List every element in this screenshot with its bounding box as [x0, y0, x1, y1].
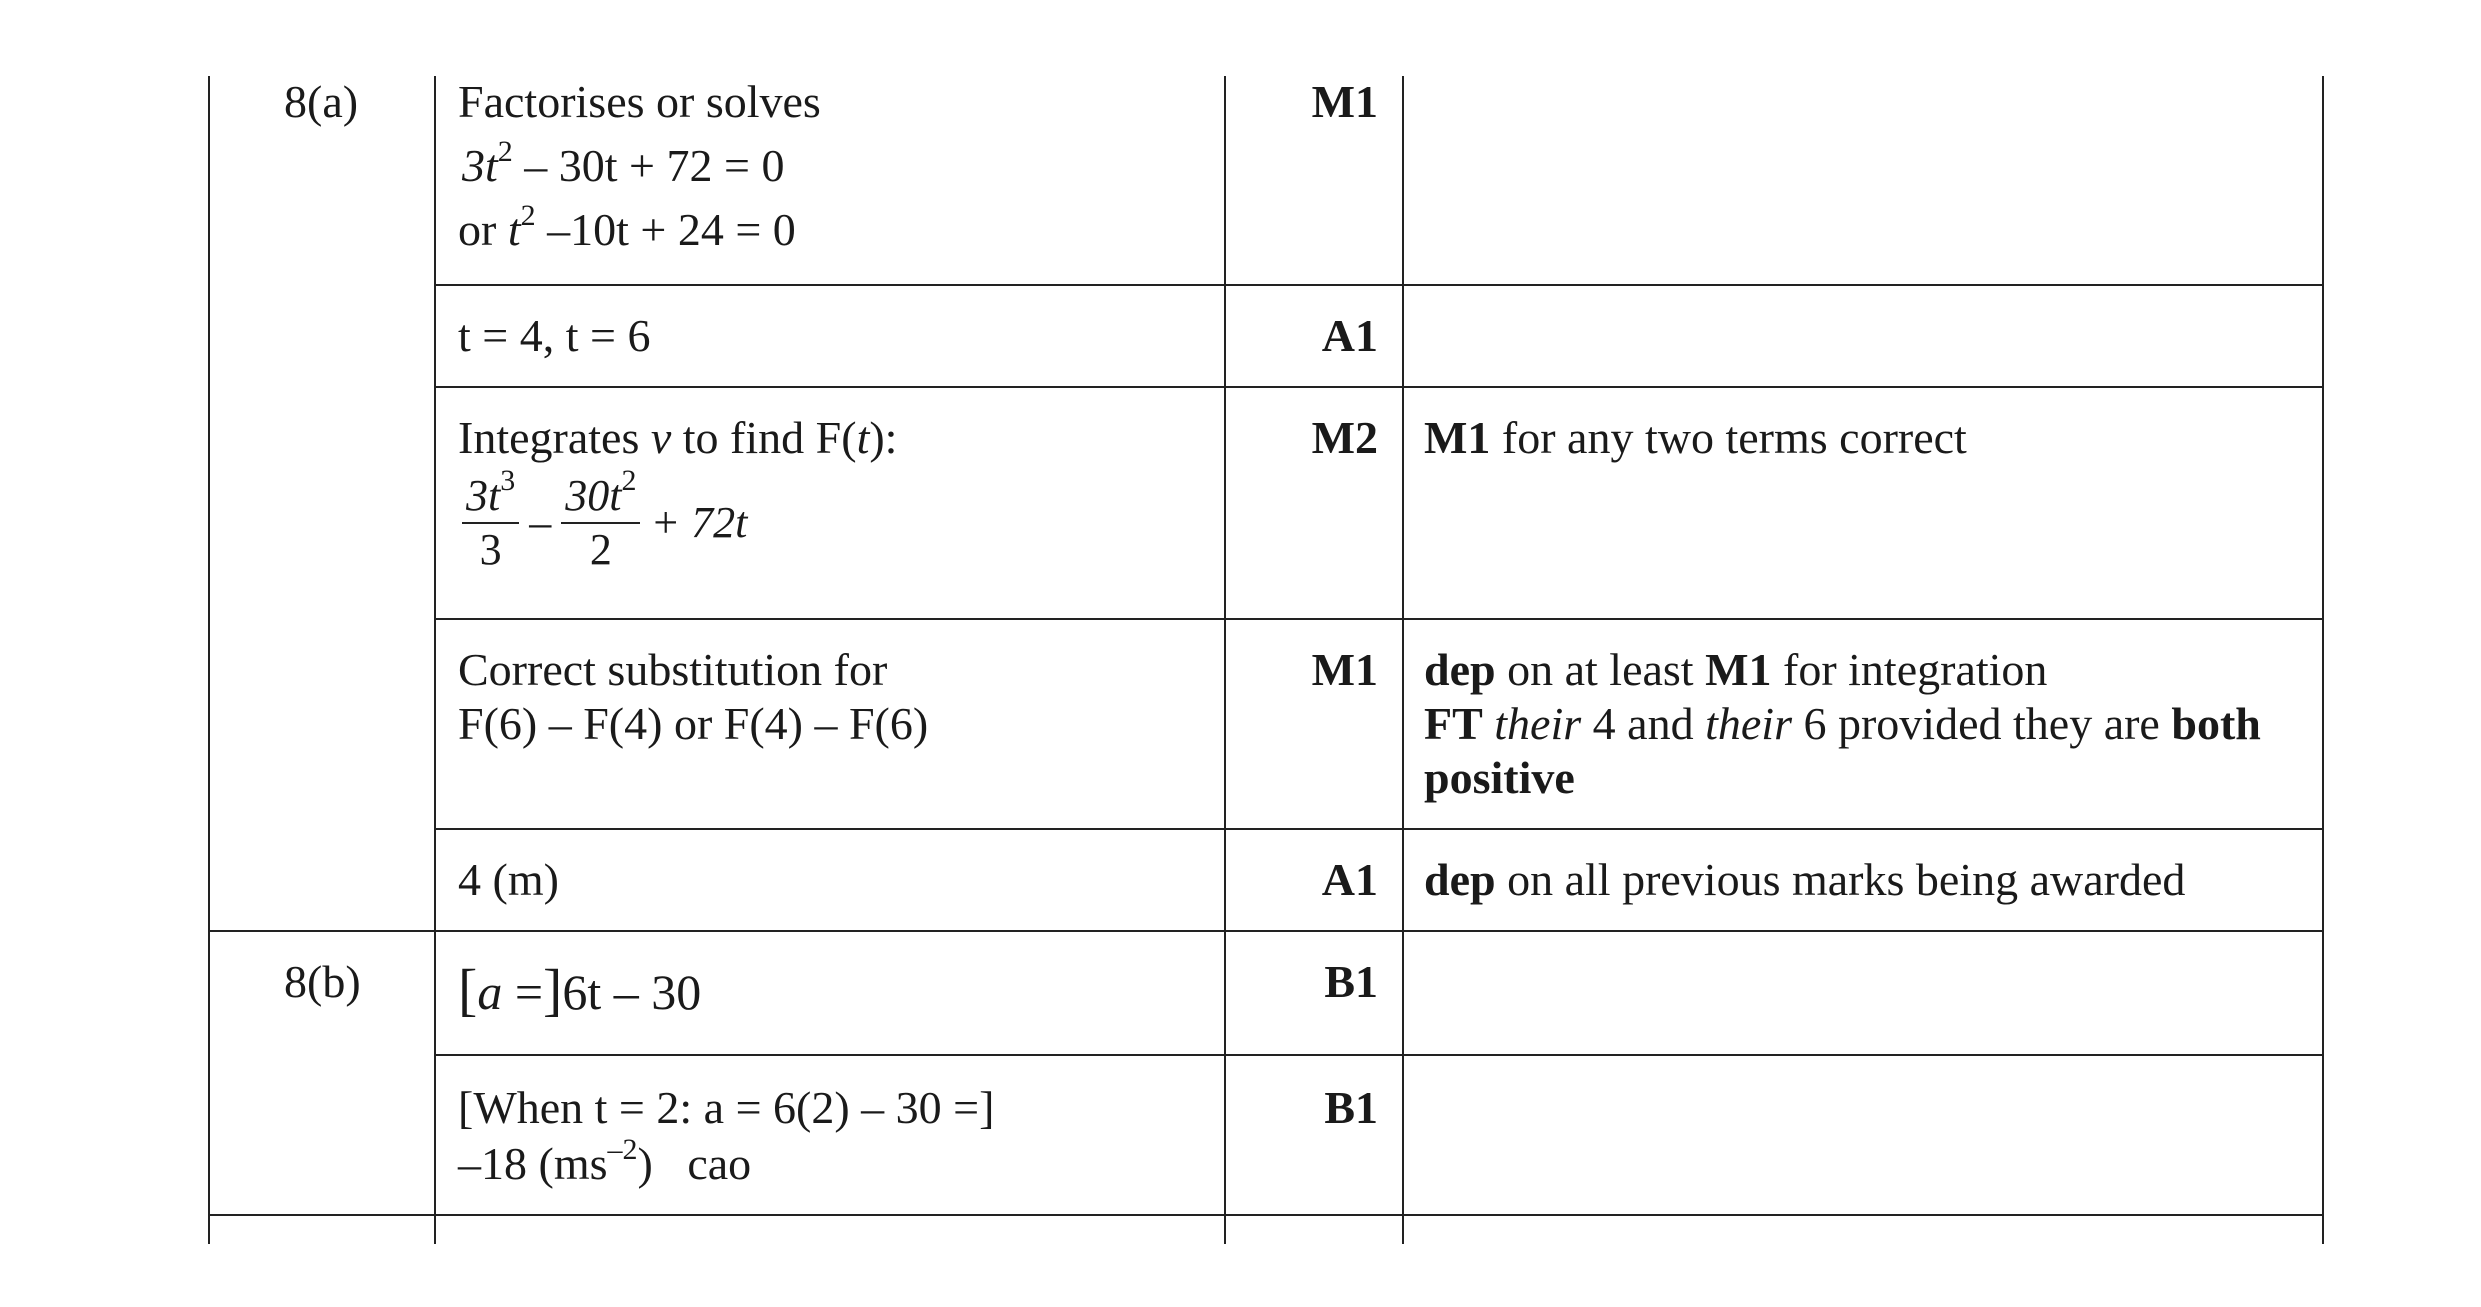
expression: 6t – 30: [562, 964, 702, 1020]
mark-code: M2: [1311, 412, 1378, 463]
guidance-bold: dep: [1424, 644, 1496, 695]
guidance-text: [1424, 696, 2261, 752]
row-divider: [434, 618, 2324, 620]
eq-term: t: [507, 204, 521, 255]
text-part: ) cao: [637, 1138, 752, 1189]
fraction-numerator: 3t: [466, 471, 501, 520]
fraction-denominator: 3: [479, 525, 502, 574]
row-divider: [434, 828, 2324, 830]
variable: a: [477, 964, 503, 1020]
answer-text: Correct substitution for: [458, 644, 888, 695]
mark-code: M1: [1311, 644, 1378, 695]
table-divider-marks: [1402, 76, 1404, 1244]
operator: –: [529, 498, 552, 547]
text-part: to find F(: [671, 412, 857, 463]
answer-text: Factorises or solves: [458, 76, 821, 127]
guidance-part: for integration: [1771, 644, 2048, 695]
eq-prefix: or: [458, 204, 508, 255]
exponent: –2: [607, 1132, 638, 1166]
guidance-rest: on all previous marks being awarded: [1495, 854, 2186, 905]
table-divider-question: [434, 76, 436, 1244]
equals: =: [502, 964, 544, 1020]
guidance-bold: M1: [1705, 644, 1772, 695]
eq-rest: –10t + 24 = 0: [535, 204, 796, 255]
guidance-part: on at least: [1495, 644, 1706, 695]
mark-code: A1: [1321, 854, 1378, 905]
eq-term: 3t: [462, 140, 498, 191]
guidance-bold: M1: [1424, 412, 1491, 463]
table-divider-answer: [1224, 76, 1226, 1244]
guidance-text: [1424, 750, 1575, 806]
question-divider: [208, 930, 2324, 932]
exponent: 2: [520, 198, 536, 232]
answer-text: F(6) – F(4) or F(4) – F(6): [458, 698, 929, 749]
guidance-part: [1483, 698, 1495, 749]
table-border-left: [208, 76, 210, 1244]
exponent: 2: [497, 134, 513, 168]
text-part: Integrates: [458, 412, 651, 463]
fraction-numerator: 30t: [565, 471, 622, 520]
bracket: [: [458, 957, 478, 1022]
fraction: [462, 464, 519, 576]
exponent: 3: [500, 464, 516, 498]
question-number: 8(b): [284, 956, 361, 1007]
row-divider: [434, 386, 2324, 388]
guidance-italic: their: [1494, 698, 1582, 749]
row-divider: [434, 1054, 2324, 1056]
answer-text: [When t = 2: a = 6(2) – 30 =]: [458, 1082, 995, 1133]
answer-text: [458, 410, 897, 466]
question-number: 8(a): [284, 76, 359, 127]
mark-code: B1: [1324, 1082, 1378, 1133]
integral-expression: [458, 464, 748, 576]
table-bottom-line: [208, 1214, 2324, 1216]
text-part: t: [856, 412, 870, 463]
guidance-bold: positive: [1424, 752, 1575, 803]
guidance-italic: their: [1705, 698, 1792, 749]
guidance-part: 6 provided they are: [1791, 698, 2172, 749]
mark-code: A1: [1321, 310, 1378, 361]
mark-code: M1: [1311, 76, 1378, 127]
answer-text: t = 4, t = 6: [458, 310, 651, 361]
answer-text: [458, 1132, 752, 1192]
answer-text: 4 (m): [458, 854, 559, 905]
equation: [462, 134, 785, 194]
guidance-bold: FT: [1424, 698, 1483, 749]
bracket: ]: [543, 957, 563, 1022]
guidance-text: [1424, 410, 1967, 466]
guidance-bold: dep: [1424, 854, 1496, 905]
table-border-right: [2322, 76, 2324, 1244]
guidance-part: 4 and: [1581, 698, 1706, 749]
text-part: v: [650, 412, 672, 463]
text-part: ):: [869, 412, 898, 463]
eq-rest: – 30t + 72 = 0: [512, 140, 785, 191]
text-part: –18 (ms: [458, 1138, 608, 1189]
guidance-rest: for any two terms correct: [1490, 412, 1967, 463]
equation: [458, 198, 796, 258]
answer-expression: [458, 957, 702, 1022]
expression-tail: + 72t: [650, 498, 748, 547]
guidance-text: [1424, 852, 2185, 908]
fraction-denominator: 2: [589, 525, 612, 574]
answer-cell: [458, 74, 821, 130]
guidance-bold: both: [2171, 698, 2261, 749]
row-divider: [434, 284, 2324, 286]
guidance-text: [1424, 642, 2047, 698]
mark-code: B1: [1324, 956, 1378, 1007]
exponent: 2: [621, 464, 637, 498]
fraction: [561, 464, 640, 576]
